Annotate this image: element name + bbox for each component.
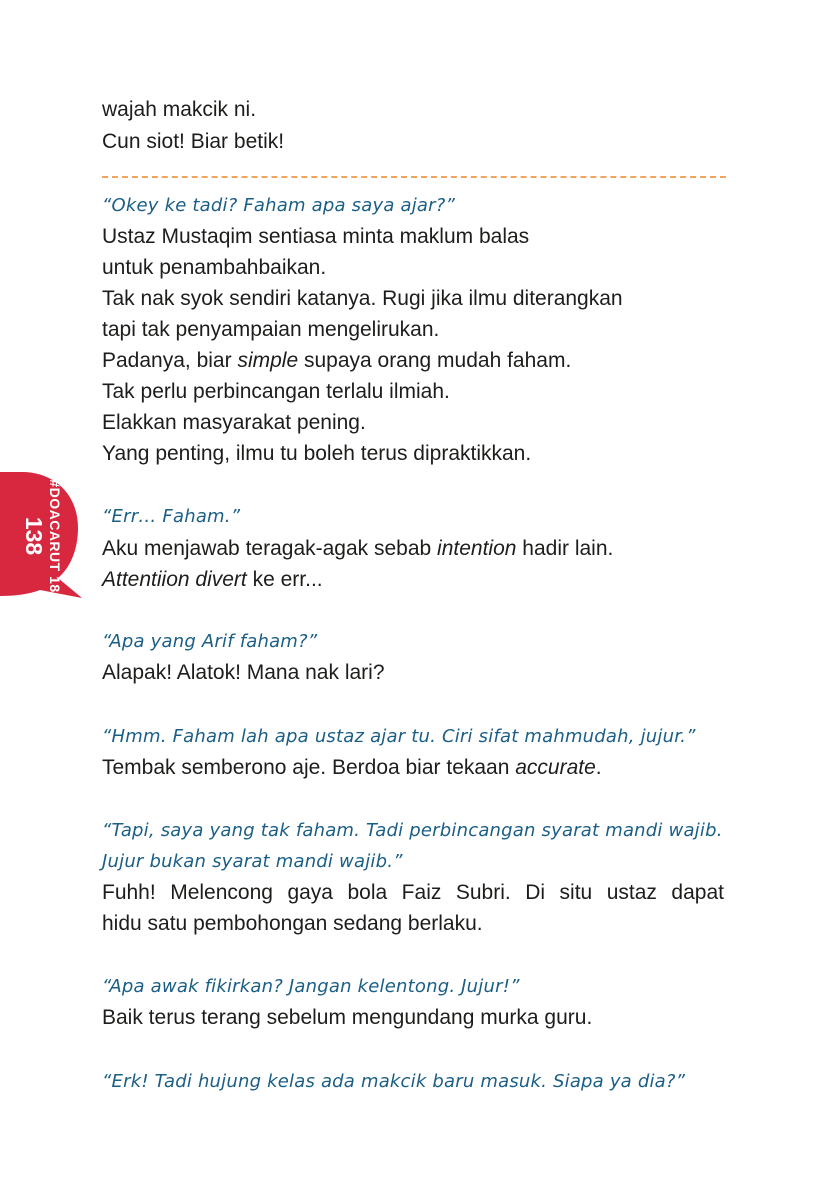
text-line: Tak perlu perbincangan terlalu ilmiah.: [102, 380, 450, 403]
dialogue-line: Jujur bukan syarat mandi wajib.”: [102, 851, 403, 872]
text-line: Elakkan masyarakat pening.: [102, 411, 366, 434]
text-segment: hadir lain.: [516, 537, 614, 560]
italic-term: Attentiion divert: [102, 568, 247, 591]
text-segment: .: [595, 756, 602, 779]
text-segment: Tembak semberono aje. Berdoa biar tekaan: [102, 756, 516, 779]
section-divider: [102, 176, 726, 178]
text-line: [102, 564, 323, 595]
text-line: Tak nak syok sendiri katanya. Rugi jika ilmu diterangkan: [102, 287, 623, 310]
text-segment: supaya orang mudah faham.: [298, 349, 572, 372]
dialogue-line: “Tapi, saya yang tak faham. Tadi perbincangan syarat mandi wajib.: [102, 820, 723, 841]
text-line: hidu satu pembohongan sedang berlaku.: [102, 912, 483, 935]
text-line: Baik terus terang sebelum mengundang murka guru.: [102, 1006, 593, 1029]
text-line: Fuhh! Melencong gaya bola Faiz Subri. Di situ ustaz dapat: [102, 881, 724, 904]
dialogue-line: “Apa awak fikirkan? Jangan kelentong. Jujur!”: [102, 976, 520, 997]
italic-term: simple: [237, 349, 299, 372]
page-label: [22, 472, 62, 600]
text-line: [102, 533, 613, 564]
dialogue-line: “Err… Faham.”: [102, 506, 241, 527]
page-number-tab: [0, 472, 84, 600]
text-line: Cun siot! Biar betik!: [102, 130, 285, 153]
brand-label: #DOACARUT 18: [47, 479, 63, 593]
text-line: [102, 752, 602, 783]
italic-term: accurate: [515, 756, 596, 779]
page-number: 138: [21, 516, 47, 556]
dialogue-line: “Erk! Tadi hujung kelas ada makcik baru masuk. Siapa ya dia?”: [102, 1071, 686, 1092]
text-line: untuk penambahbaikan.: [102, 256, 327, 279]
text-segment: ke err...: [246, 568, 323, 591]
brand-mark: 18: [47, 576, 63, 593]
dialogue-line: “Okey ke tadi? Faham apa saya ajar?”: [102, 195, 456, 216]
dialogue-line: “Hmm. Faham lah apa ustaz ajar tu. Ciri sifat mahmudah, jujur.”: [102, 726, 696, 747]
text-segment: Aku menjawab teragak-agak sebab: [102, 537, 438, 560]
text-line: [102, 345, 571, 376]
italic-term: intention: [437, 537, 517, 560]
dialogue-line: “Apa yang Arif faham?”: [102, 631, 318, 652]
text-segment: Padanya, biar: [102, 349, 238, 372]
text-line: tapi tak penyampaian mengelirukan.: [102, 318, 440, 341]
text-line: Yang penting, ilmu tu boleh terus dipraktikkan.: [102, 442, 532, 465]
text-line: Alapak! Alatok! Mana nak lari?: [102, 661, 385, 684]
text-line: wajah makcik ni.: [102, 98, 257, 121]
text-line: Ustaz Mustaqim sentiasa minta maklum balas: [102, 225, 530, 248]
